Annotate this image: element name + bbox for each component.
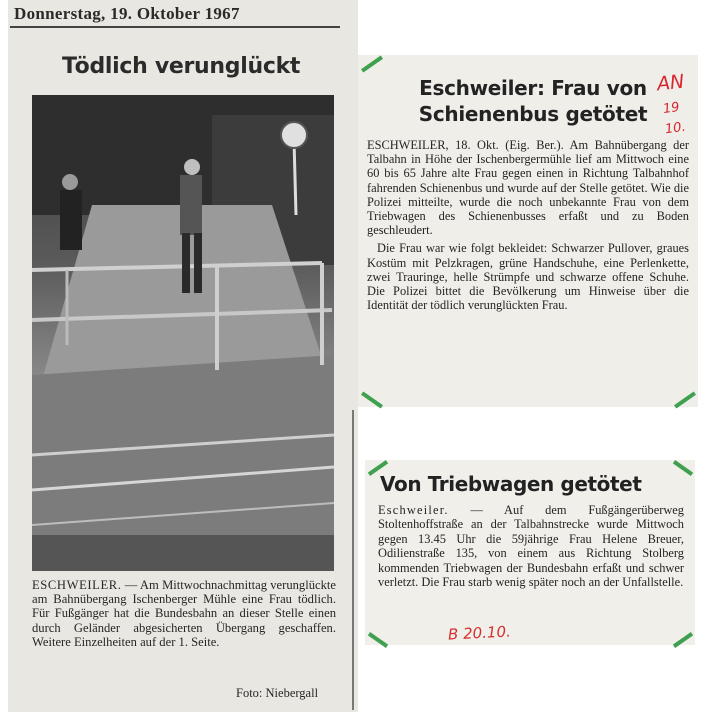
article-paragraph: ESCHWEILER, 18. Okt. (Eig. Ber.). Am Bahnübergang der Talbahn in Höhe der Ischenbergermühle lief am Mittwoch eine 60 bis 65 Jahre alte Frau gegen einen in Richtung Talbahnhof fahrenden Schienenbus und wurde auf der Stelle getötet. Wie die Polizei mitteilte, wurde die noch unbekannte Frau von dem Triebwagen des Schienenbusses erfaßt und zu Boden geschleudert. (367, 138, 689, 238)
photo-caption (32, 578, 336, 649)
railway-crossing-photo-drawing (32, 95, 334, 571)
handwritten-an-note: AN (655, 70, 686, 96)
column-rule (352, 410, 354, 710)
right-top-headline (368, 75, 698, 127)
right-bottom-headline: Von Triebwagen getötet (380, 472, 642, 496)
right-top-headline-line2: Schienenbus getötet (418, 102, 648, 126)
right-top-headline-line1: Eschweiler: Frau von (419, 76, 647, 100)
right-top-article-body (367, 138, 689, 316)
photo-credit: Foto: Niebergall (236, 686, 319, 700)
article-text: — Auf dem Fußgängerüberweg Stoltenhoffstraße an der Talbahnstrecke wurde Mittwoch gegen 13.45 Uhr die 59jährige Frau Helene Breuer, Odilienstraße 135, von einem aus Richtung Stolberg kommenden Triebwagen der Bundesbahn erfaßt und schwer verletzt. Die Frau starb wenig später noch an der Unfallstelle. (378, 503, 684, 590)
handwritten-month: 10. (664, 119, 687, 138)
left-headline: Tödlich verunglückt (62, 54, 301, 79)
article-paragraph: Die Frau war wie folgt bekleidet: Schwarzer Pullover, graues Kostüm mit Pelzkragen, grüne Handschuhe, eine Perlenkette, zwei Trauringe, helle Strümpfe und schwarze offene Schuhe. Die Polizei bittet die Bevölkerung um Hinweise über die Identität der tödlich verunglückten Frau. (367, 241, 689, 313)
accident-site-photo (32, 95, 334, 571)
handwritten-day: 19 (662, 99, 681, 118)
date-divider (10, 26, 340, 28)
newspaper-date: Donnerstag, 19. Oktober 1967 (14, 4, 240, 23)
right-bottom-article-body (378, 503, 684, 589)
caption-dateline: ESCHWEILER. (32, 578, 122, 592)
handwritten-date-note: B 20.10. (447, 622, 512, 644)
article-dateline: Eschweiler. (378, 503, 449, 517)
caption-text: — Am Mittwochnachmittag verunglückte am Bahnübergang Ischenberger Mühle eine Frau tödlich. Für Fußgänger hat die Bundesbahn an dieser Stelle einen durch Geländer abgesicherten Übergang geschaffen. Weitere Einzelheiten auf der 1. Seite. (32, 578, 336, 649)
